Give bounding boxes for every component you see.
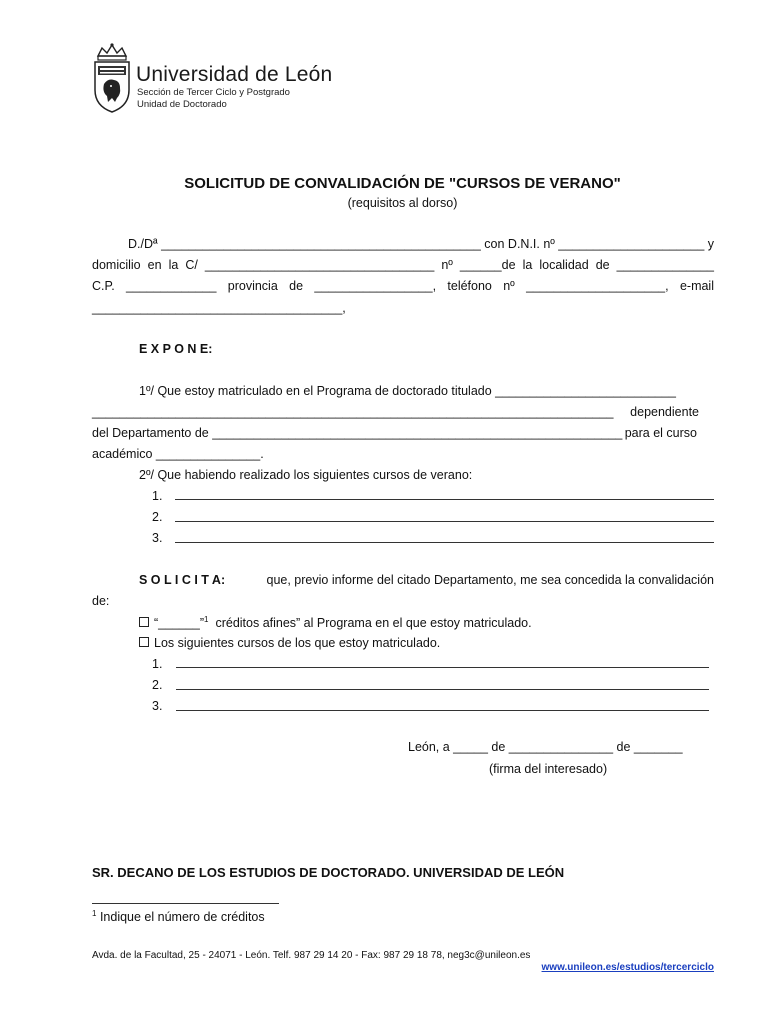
dni-label: con D.N.I. nº [484,237,555,251]
credits-field[interactable]: “______” [154,616,205,631]
expone-p2: 2º/ Que habiendo realizado los siguientes cursos de verano: [139,468,473,482]
expone-heading: E X P O N E: [139,342,213,356]
course-number: 3. [152,699,163,713]
course-line-2[interactable] [175,521,714,522]
date-line[interactable]: León, a _____ de _______________ de _______ [408,740,683,754]
street-field[interactable]: _________________________________ [204,258,435,272]
expone-p1-line1: 1º/ Que estoy matriculado en el Programa de doctorado titulado __________________________ [139,384,676,398]
course-number: 2. [152,510,163,524]
course-number: 3. [152,531,163,545]
personal-line-3: C.P. _____________ provincia de _________________, teléfono nº ____________________, e-mail [92,279,714,293]
page-title: SOLICITUD DE CONVALIDACIÓN DE "CURSOS DE VERANO" [184,175,621,192]
footer-address: Avda. de la Facultad, 25 - 24071 - León. Telf. 987 29 14 20 - Fax: 987 29 18 78, neg3c@unileon.es [92,950,531,961]
course-line-3[interactable] [175,542,714,543]
cp-field[interactable]: _____________ [126,279,217,293]
courses-checkbox[interactable] [139,637,149,647]
signature-caption: (firma del interesado) [489,762,608,776]
footnote-ref: 1 [204,615,209,624]
phone-field[interactable]: ____________________, [526,279,669,293]
section-name: Sección de Tercer Ciclo y Postgrado [137,87,290,98]
dni-field[interactable]: _____________________ y [558,237,714,251]
convalidate-line-2[interactable] [176,689,709,690]
page-subtitle: (requisitos al dorso) [347,196,458,210]
solicita-text: que, previo informe del citado Departamento, me sea concedida la convalidación [266,573,714,587]
footer-website-link[interactable]: www.unileon.es/estudios/tercerciclo [541,962,714,973]
convalidate-line-1[interactable] [176,667,709,668]
university-crest [90,42,134,114]
addressee: SR. DECANO DE LOS ESTUDIOS DE DOCTORADO. UNIVERSIDAD DE LEÓN [92,865,565,880]
province-field[interactable]: _________________, [314,279,437,293]
course-line-1[interactable] [175,499,714,500]
course-number: 1. [152,657,163,671]
footnote: $^1$ Indique el número de créditos [92,909,265,925]
unit-name: Unidad de Doctorado [137,99,227,110]
number-field[interactable]: ______de [459,258,516,272]
option-courses: Los siguientes cursos de los que estoy matriculado. [139,636,440,650]
department-field[interactable]: del Departamento de ___________________________________________________________ [92,426,623,440]
name-field[interactable]: D./Dª ______________________________________________ [128,237,481,251]
course-number: 1. [152,489,163,503]
solicita-heading: S O L I C I T A: [139,573,226,587]
program-field[interactable]: ___________________________________________________________________________ [92,405,614,419]
footnote-separator [92,903,279,904]
solicita-line [139,573,714,587]
credits-checkbox[interactable] [139,617,149,627]
solicita-de: de: [92,594,110,608]
personal-line-2: domicilio en la C/ _________________________________ nº ______de la localidad de ______________ [92,258,714,272]
locality-field[interactable]: ______________ [616,258,714,272]
academic-year-field[interactable]: académico _______________. [92,447,264,461]
option-credits: “______”$^1$ créditos afines” al Programa en el que estoy matriculado. [139,615,532,630]
university-crest-icon [90,42,134,114]
course-number: 2. [152,678,163,692]
convalidate-line-3[interactable] [176,710,709,711]
personal-line-1 [128,237,714,251]
university-name: Universidad de León [136,63,333,86]
expone-p1-line2: ___________________________________________________________________________ dependiente [92,405,699,419]
email-field[interactable]: ____________________________________, [92,301,346,315]
expone-p1-line3: del Departamento de ___________________________________________________________ para el curso [92,426,697,440]
